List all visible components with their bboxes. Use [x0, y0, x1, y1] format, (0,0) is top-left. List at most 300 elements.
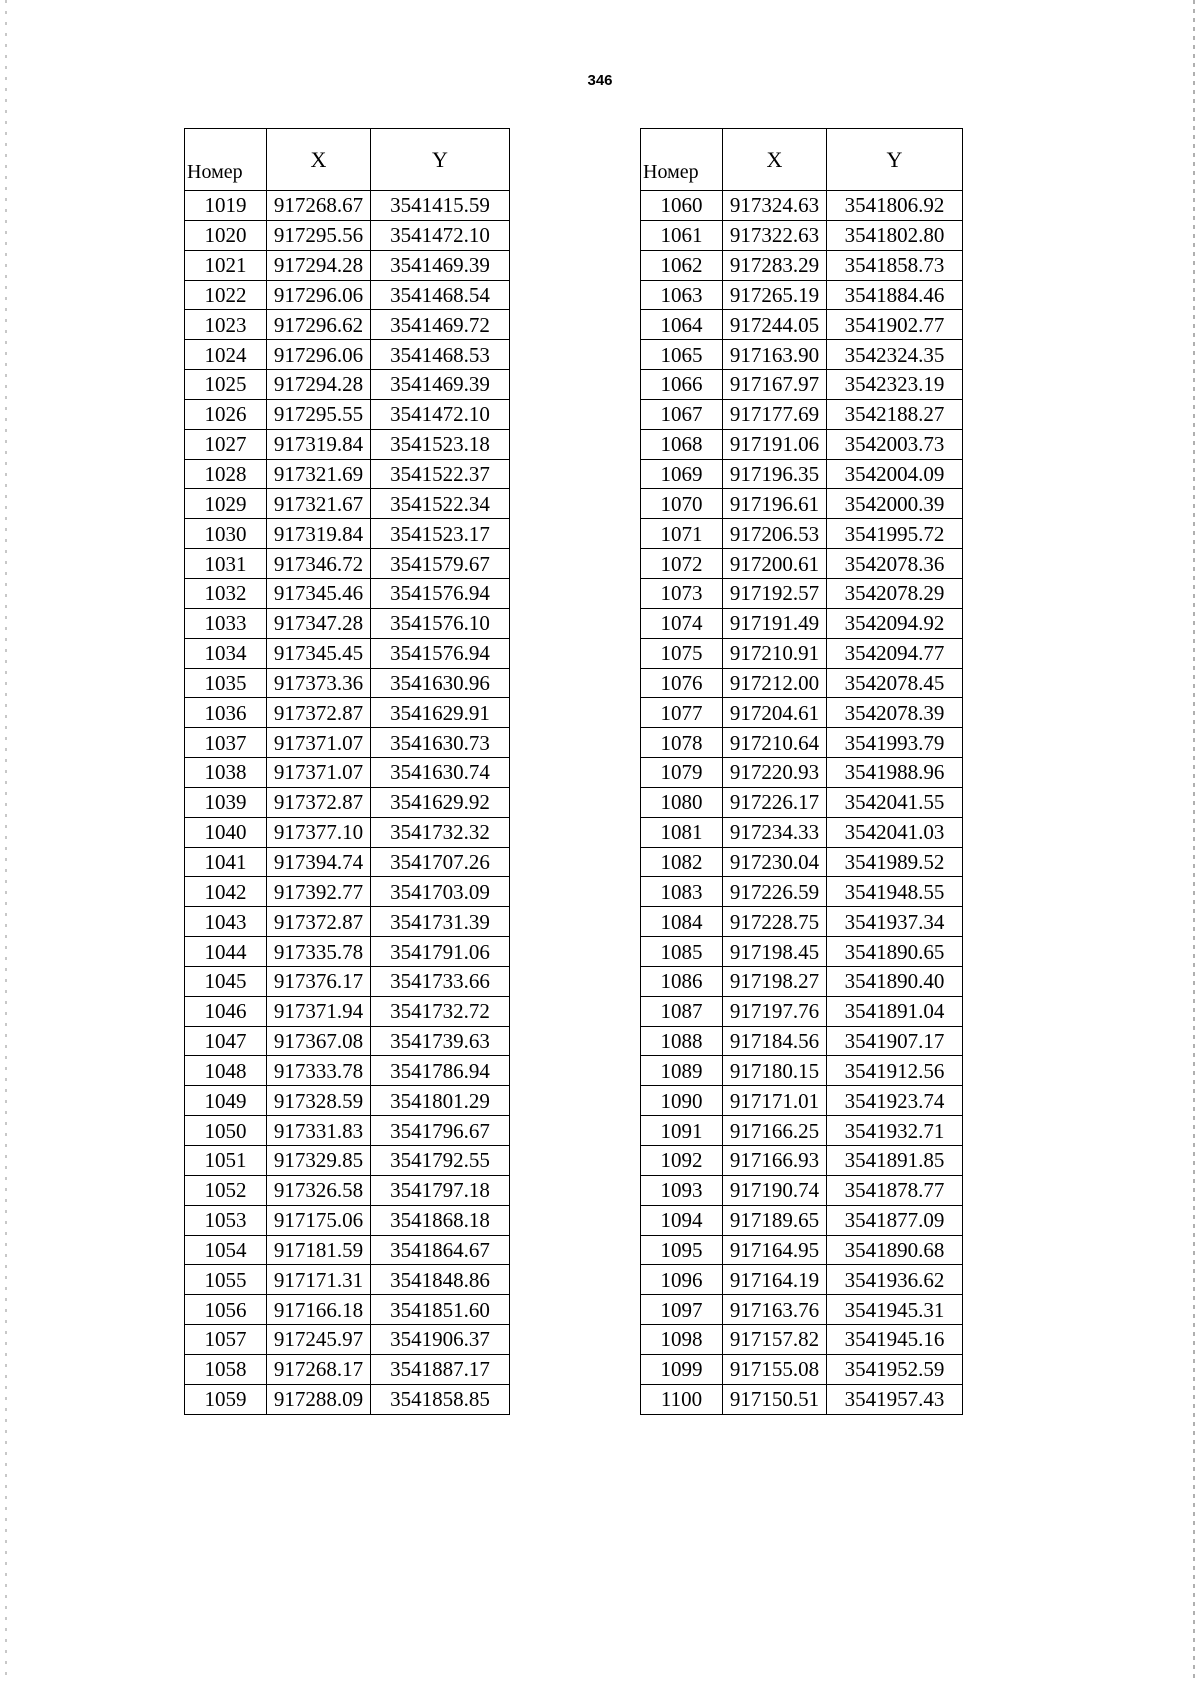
cell-number: 1061	[641, 220, 723, 250]
cell-y: 3541890.40	[827, 966, 963, 996]
cell-y: 3541469.72	[371, 310, 510, 340]
cell-y: 3541932.71	[827, 1116, 963, 1146]
cell-number: 1039	[185, 787, 267, 817]
cell-x: 917206.53	[723, 519, 827, 549]
cell-number: 1058	[185, 1354, 267, 1384]
cell-y: 3541948.55	[827, 877, 963, 907]
cell-y: 3541806.92	[827, 191, 963, 221]
cell-number: 1052	[185, 1175, 267, 1205]
cell-y: 3541415.59	[371, 191, 510, 221]
cell-number: 1073	[641, 578, 723, 608]
cell-x: 917283.29	[723, 250, 827, 280]
cell-x: 917377.10	[267, 817, 371, 847]
cell-y: 3541851.60	[371, 1295, 510, 1325]
table-row	[641, 578, 963, 608]
cell-number: 1057	[185, 1325, 267, 1355]
table-row	[641, 817, 963, 847]
table-row	[185, 608, 510, 638]
cell-x: 917295.55	[267, 399, 371, 429]
cell-y: 3542041.03	[827, 817, 963, 847]
cell-number: 1091	[641, 1116, 723, 1146]
cell-number: 1088	[641, 1026, 723, 1056]
cell-x: 917322.63	[723, 220, 827, 250]
cell-x: 917200.61	[723, 549, 827, 579]
cell-x: 917163.90	[723, 340, 827, 370]
cell-x: 917333.78	[267, 1056, 371, 1086]
scan-edge-right	[1193, 0, 1195, 1682]
table-row	[185, 996, 510, 1026]
cell-x: 917319.84	[267, 519, 371, 549]
cell-y: 3541802.80	[827, 220, 963, 250]
cell-number: 1022	[185, 280, 267, 310]
table-row	[641, 310, 963, 340]
cell-y: 3541707.26	[371, 847, 510, 877]
cell-number: 1025	[185, 370, 267, 400]
table-row	[185, 1175, 510, 1205]
table-row	[185, 250, 510, 280]
cell-number: 1060	[641, 191, 723, 221]
cell-number: 1021	[185, 250, 267, 280]
cell-number: 1084	[641, 907, 723, 937]
table-row	[185, 1235, 510, 1265]
table-row	[641, 996, 963, 1026]
cell-x: 917371.94	[267, 996, 371, 1026]
scan-edge-left	[5, 0, 7, 1682]
cell-x: 917157.82	[723, 1325, 827, 1355]
cell-y: 3541522.34	[371, 489, 510, 519]
cell-x: 917268.17	[267, 1354, 371, 1384]
cell-x: 917171.01	[723, 1086, 827, 1116]
table-row	[185, 519, 510, 549]
cell-number: 1042	[185, 877, 267, 907]
cell-y: 3541739.63	[371, 1026, 510, 1056]
cell-y: 3541797.18	[371, 1175, 510, 1205]
cell-y: 3541801.29	[371, 1086, 510, 1116]
cell-number: 1054	[185, 1235, 267, 1265]
table-row	[185, 549, 510, 579]
table-row	[185, 220, 510, 250]
cell-y: 3542323.19	[827, 370, 963, 400]
cell-number: 1082	[641, 847, 723, 877]
cell-number: 1062	[641, 250, 723, 280]
table-row	[641, 1116, 963, 1146]
cell-x: 917191.06	[723, 429, 827, 459]
cell-y: 3542078.39	[827, 698, 963, 728]
cell-number: 1097	[641, 1295, 723, 1325]
cell-x: 917372.87	[267, 907, 371, 937]
table-row	[641, 250, 963, 280]
cell-x: 917347.28	[267, 608, 371, 638]
cell-x: 917177.69	[723, 399, 827, 429]
cell-x: 917321.67	[267, 489, 371, 519]
cell-number: 1020	[185, 220, 267, 250]
cell-x: 917204.61	[723, 698, 827, 728]
table-row	[641, 1205, 963, 1235]
cell-x: 917192.57	[723, 578, 827, 608]
cell-y: 3541957.43	[827, 1384, 963, 1414]
table-row	[641, 370, 963, 400]
cell-x: 917268.67	[267, 191, 371, 221]
header-row	[641, 129, 963, 191]
cell-x: 917226.17	[723, 787, 827, 817]
cell-y: 3541523.18	[371, 429, 510, 459]
cell-number: 1070	[641, 489, 723, 519]
cell-number: 1080	[641, 787, 723, 817]
cell-number: 1066	[641, 370, 723, 400]
cell-x: 917345.46	[267, 578, 371, 608]
cell-x: 917321.69	[267, 459, 371, 489]
cell-number: 1092	[641, 1146, 723, 1176]
cell-number: 1100	[641, 1384, 723, 1414]
cell-number: 1019	[185, 191, 267, 221]
cell-number: 1050	[185, 1116, 267, 1146]
table-row	[641, 787, 963, 817]
cell-number: 1036	[185, 698, 267, 728]
table-row	[641, 1265, 963, 1295]
table-row	[641, 1026, 963, 1056]
cell-y: 3542000.39	[827, 489, 963, 519]
header-number: Номер	[185, 129, 267, 191]
cell-y: 3541912.56	[827, 1056, 963, 1086]
cell-x: 917372.87	[267, 787, 371, 817]
cell-x: 917210.91	[723, 638, 827, 668]
cell-x: 917212.00	[723, 668, 827, 698]
page-number: 346	[587, 72, 613, 89]
table-row	[185, 578, 510, 608]
cell-number: 1090	[641, 1086, 723, 1116]
table-row	[185, 668, 510, 698]
cell-number: 1056	[185, 1295, 267, 1325]
cell-y: 3541576.10	[371, 608, 510, 638]
cell-x: 917163.76	[723, 1295, 827, 1325]
cell-x: 917198.45	[723, 937, 827, 967]
cell-y: 3541945.16	[827, 1325, 963, 1355]
cell-x: 917394.74	[267, 847, 371, 877]
cell-x: 917376.17	[267, 966, 371, 996]
cell-x: 917191.49	[723, 608, 827, 638]
cell-number: 1045	[185, 966, 267, 996]
table-row	[185, 370, 510, 400]
cell-number: 1029	[185, 489, 267, 519]
cell-x: 917328.59	[267, 1086, 371, 1116]
table-row	[185, 1384, 510, 1414]
table-row	[185, 847, 510, 877]
table-row	[641, 340, 963, 370]
cell-number: 1041	[185, 847, 267, 877]
table-row	[185, 1265, 510, 1295]
cell-x: 917296.62	[267, 310, 371, 340]
table-row	[185, 937, 510, 967]
cell-number: 1063	[641, 280, 723, 310]
cell-x: 917371.07	[267, 728, 371, 758]
cell-y: 3541868.18	[371, 1205, 510, 1235]
cell-number: 1027	[185, 429, 267, 459]
cell-number: 1077	[641, 698, 723, 728]
table-row	[185, 280, 510, 310]
cell-x: 917345.45	[267, 638, 371, 668]
table-row	[641, 1056, 963, 1086]
table-row	[185, 340, 510, 370]
cell-y: 3541878.77	[827, 1175, 963, 1205]
cell-x: 917190.74	[723, 1175, 827, 1205]
cell-number: 1069	[641, 459, 723, 489]
cell-x: 917288.09	[267, 1384, 371, 1414]
cell-x: 917392.77	[267, 877, 371, 907]
cell-number: 1047	[185, 1026, 267, 1056]
cell-number: 1081	[641, 817, 723, 847]
cell-y: 3541884.46	[827, 280, 963, 310]
cell-x: 917196.35	[723, 459, 827, 489]
table-row	[185, 459, 510, 489]
cell-y: 3541576.94	[371, 578, 510, 608]
cell-y: 3541576.94	[371, 638, 510, 668]
cell-number: 1023	[185, 310, 267, 340]
table-row	[641, 1086, 963, 1116]
cell-x: 917265.19	[723, 280, 827, 310]
cell-number: 1089	[641, 1056, 723, 1086]
cell-number: 1086	[641, 966, 723, 996]
cell-y: 3542078.29	[827, 578, 963, 608]
cell-x: 917197.76	[723, 996, 827, 1026]
cell-number: 1024	[185, 340, 267, 370]
cell-y: 3541796.67	[371, 1116, 510, 1146]
cell-y: 3541579.67	[371, 549, 510, 579]
table-row	[185, 1354, 510, 1384]
cell-y: 3541891.04	[827, 996, 963, 1026]
cell-y: 3542078.45	[827, 668, 963, 698]
table-row	[185, 489, 510, 519]
header-x: X	[723, 129, 827, 191]
cell-x: 917331.83	[267, 1116, 371, 1146]
table-row	[185, 907, 510, 937]
cell-x: 917167.97	[723, 370, 827, 400]
cell-number: 1031	[185, 549, 267, 579]
table-row	[641, 608, 963, 638]
cell-y: 3541887.17	[371, 1354, 510, 1384]
cell-y: 3541858.85	[371, 1384, 510, 1414]
cell-y: 3541988.96	[827, 758, 963, 788]
table-row	[641, 191, 963, 221]
header-y: Y	[827, 129, 963, 191]
cell-y: 3542004.09	[827, 459, 963, 489]
cell-number: 1033	[185, 608, 267, 638]
cell-x: 917244.05	[723, 310, 827, 340]
cell-y: 3541907.17	[827, 1026, 963, 1056]
cell-x: 917166.18	[267, 1295, 371, 1325]
cell-x: 917230.04	[723, 847, 827, 877]
table-row	[641, 1325, 963, 1355]
table-row	[641, 519, 963, 549]
cell-y: 3541864.67	[371, 1235, 510, 1265]
cell-y: 3541937.34	[827, 907, 963, 937]
table-row	[185, 966, 510, 996]
cell-y: 3541630.73	[371, 728, 510, 758]
cell-y: 3541848.86	[371, 1265, 510, 1295]
cell-number: 1037	[185, 728, 267, 758]
cell-y: 3541923.74	[827, 1086, 963, 1116]
header-row	[185, 129, 510, 191]
cell-number: 1094	[641, 1205, 723, 1235]
cell-x: 917295.56	[267, 220, 371, 250]
cell-x: 917234.33	[723, 817, 827, 847]
table-row	[185, 1205, 510, 1235]
cell-x: 917181.59	[267, 1235, 371, 1265]
cell-y: 3542003.73	[827, 429, 963, 459]
cell-number: 1064	[641, 310, 723, 340]
cell-y: 3541902.77	[827, 310, 963, 340]
table-row	[641, 966, 963, 996]
cell-x: 917329.85	[267, 1146, 371, 1176]
cell-y: 3541877.09	[827, 1205, 963, 1235]
cell-y: 3541792.55	[371, 1146, 510, 1176]
table-row	[185, 1056, 510, 1086]
cell-number: 1055	[185, 1265, 267, 1295]
cell-x: 917180.15	[723, 1056, 827, 1086]
cell-number: 1065	[641, 340, 723, 370]
table-row	[185, 1116, 510, 1146]
cell-y: 3541629.92	[371, 787, 510, 817]
cell-y: 3541952.59	[827, 1354, 963, 1384]
table-row	[641, 758, 963, 788]
table-row	[185, 1325, 510, 1355]
header-y: Y	[371, 129, 510, 191]
cell-x: 917171.31	[267, 1265, 371, 1295]
cell-y: 3541936.62	[827, 1265, 963, 1295]
cell-y: 3541523.17	[371, 519, 510, 549]
table-row	[641, 489, 963, 519]
table-row	[641, 937, 963, 967]
table-row	[185, 310, 510, 340]
cell-x: 917150.51	[723, 1384, 827, 1414]
cell-y: 3541731.39	[371, 907, 510, 937]
table-row	[185, 1086, 510, 1116]
cell-y: 3541989.52	[827, 847, 963, 877]
cell-number: 1044	[185, 937, 267, 967]
cell-y: 3541791.06	[371, 937, 510, 967]
cell-y: 3541786.94	[371, 1056, 510, 1086]
cell-number: 1075	[641, 638, 723, 668]
table-row	[185, 429, 510, 459]
cell-x: 917319.84	[267, 429, 371, 459]
cell-x: 917367.08	[267, 1026, 371, 1056]
table-row	[641, 1175, 963, 1205]
table-row	[641, 1146, 963, 1176]
cell-x: 917155.08	[723, 1354, 827, 1384]
cell-x: 917220.93	[723, 758, 827, 788]
cell-number: 1095	[641, 1235, 723, 1265]
table-row	[641, 1235, 963, 1265]
table-row	[185, 758, 510, 788]
table-row	[185, 638, 510, 668]
cell-x: 917373.36	[267, 668, 371, 698]
table-row	[641, 280, 963, 310]
cell-y: 3541732.32	[371, 817, 510, 847]
cell-y: 3542094.77	[827, 638, 963, 668]
cell-number: 1071	[641, 519, 723, 549]
cell-x: 917294.28	[267, 250, 371, 280]
cell-number: 1030	[185, 519, 267, 549]
cell-x: 917226.59	[723, 877, 827, 907]
cell-y: 3541468.53	[371, 340, 510, 370]
cell-number: 1043	[185, 907, 267, 937]
cell-y: 3541906.37	[371, 1325, 510, 1355]
cell-y: 3542324.35	[827, 340, 963, 370]
table-row	[185, 877, 510, 907]
cell-x: 917210.64	[723, 728, 827, 758]
cell-y: 3541472.10	[371, 220, 510, 250]
cell-y: 3541733.66	[371, 966, 510, 996]
cell-number: 1035	[185, 668, 267, 698]
table-row	[185, 191, 510, 221]
cell-y: 3541703.09	[371, 877, 510, 907]
cell-x: 917196.61	[723, 489, 827, 519]
cell-y: 3541630.96	[371, 668, 510, 698]
table-row	[641, 399, 963, 429]
cell-y: 3541858.73	[827, 250, 963, 280]
cell-number: 1076	[641, 668, 723, 698]
cell-number: 1049	[185, 1086, 267, 1116]
cell-y: 3541945.31	[827, 1295, 963, 1325]
cell-number: 1079	[641, 758, 723, 788]
table-row	[185, 728, 510, 758]
cell-number: 1083	[641, 877, 723, 907]
table-row	[641, 698, 963, 728]
cell-number: 1038	[185, 758, 267, 788]
cell-y: 3541732.72	[371, 996, 510, 1026]
table-row	[641, 638, 963, 668]
cell-x: 917324.63	[723, 191, 827, 221]
table-row	[185, 1146, 510, 1176]
cell-x: 917294.28	[267, 370, 371, 400]
cell-number: 1093	[641, 1175, 723, 1205]
cell-y: 3541630.74	[371, 758, 510, 788]
cell-number: 1026	[185, 399, 267, 429]
cell-number: 1048	[185, 1056, 267, 1086]
cell-x: 917326.58	[267, 1175, 371, 1205]
cell-x: 917296.06	[267, 340, 371, 370]
table-row	[641, 847, 963, 877]
cell-number: 1028	[185, 459, 267, 489]
table-row	[185, 399, 510, 429]
cell-number: 1078	[641, 728, 723, 758]
table-row	[641, 907, 963, 937]
cell-x: 917335.78	[267, 937, 371, 967]
table-row	[185, 698, 510, 728]
cell-x: 917198.27	[723, 966, 827, 996]
table-row	[641, 459, 963, 489]
cell-number: 1099	[641, 1354, 723, 1384]
cell-x: 917245.97	[267, 1325, 371, 1355]
cell-x: 917228.75	[723, 907, 827, 937]
cell-x: 917166.25	[723, 1116, 827, 1146]
cell-y: 3541629.91	[371, 698, 510, 728]
cell-x: 917164.19	[723, 1265, 827, 1295]
coordinates-table-right	[640, 128, 963, 1415]
cell-x: 917296.06	[267, 280, 371, 310]
table-row	[641, 429, 963, 459]
cell-x: 917346.72	[267, 549, 371, 579]
cell-number: 1087	[641, 996, 723, 1026]
cell-number: 1059	[185, 1384, 267, 1414]
cell-y: 3541993.79	[827, 728, 963, 758]
cell-y: 3542078.36	[827, 549, 963, 579]
cell-x: 917164.95	[723, 1235, 827, 1265]
cell-number: 1098	[641, 1325, 723, 1355]
table-row	[641, 1384, 963, 1414]
cell-y: 3541468.54	[371, 280, 510, 310]
cell-number: 1096	[641, 1265, 723, 1295]
cell-x: 917371.07	[267, 758, 371, 788]
